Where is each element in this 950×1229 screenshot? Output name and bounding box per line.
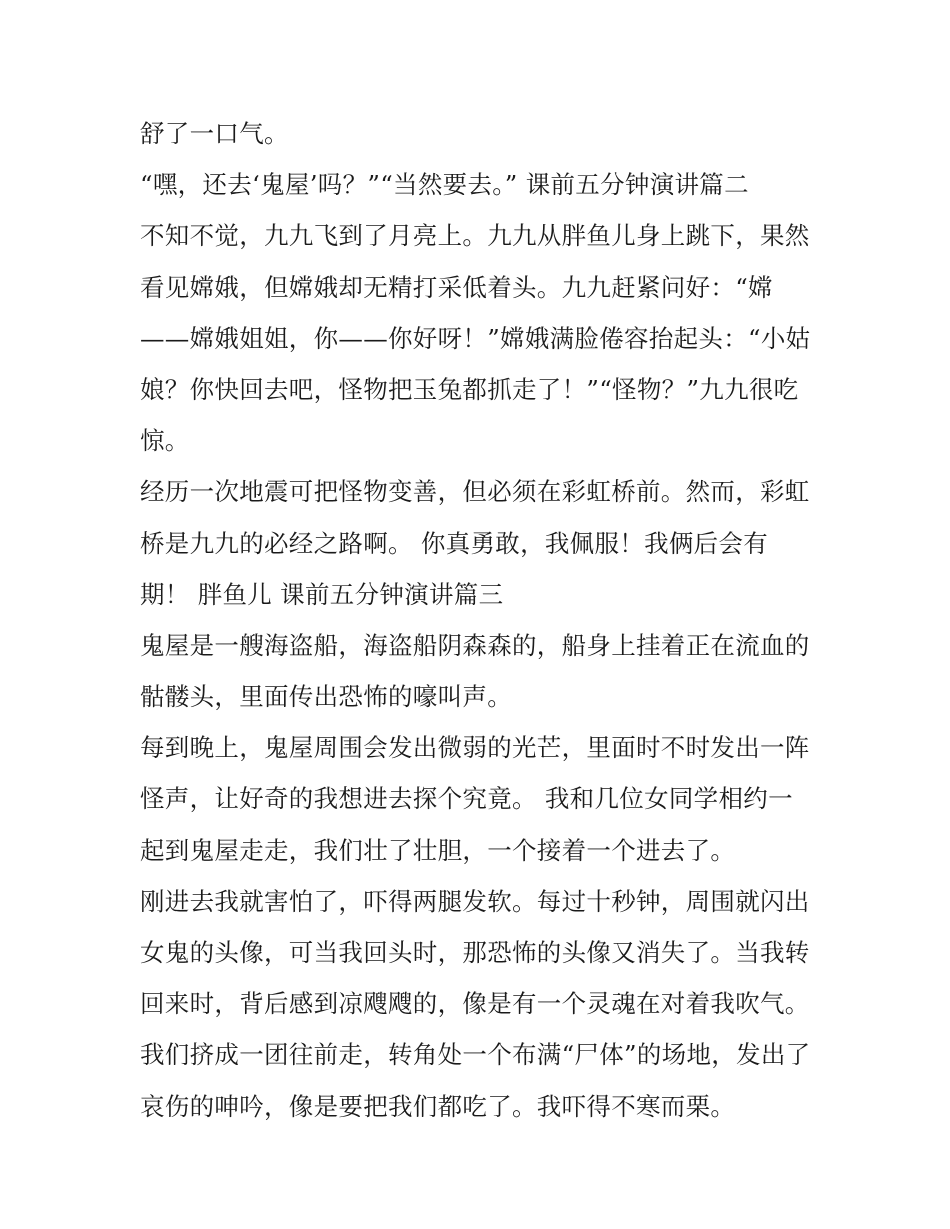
text-line: 惊。 xyxy=(140,426,190,456)
text-line: 经历一次地震可把怪物变善，但必须在彩虹桥前。然而，彩虹 xyxy=(140,477,810,507)
text-line: 刚进去我就害怕了，吓得两腿发软。每过十秒钟，周围就闪出 xyxy=(140,886,810,916)
text-line: ——嫦娥姐姐，你——你好呀！”嫦娥满脸倦容抬起头：“小姑 xyxy=(140,323,811,353)
text-line: 怪声，让好奇的我想进去探个究竟。 我和几位女同学相约一 xyxy=(140,784,793,814)
text-line: “嘿，还去‘鬼屋’吗？”“当然要去。” 课前五分钟演讲篇二 xyxy=(140,170,749,200)
text-line: 我们挤成一团往前走，转角处一个布满“尸体”的场地，发出了 xyxy=(140,1040,811,1070)
text-line: 起到鬼屋走走，我们壮了壮胆，一个接着一个进去了。 xyxy=(140,835,736,865)
text-line: 哀伤的呻吟，像是要把我们都吃了。我吓得不寒而栗。 xyxy=(140,1091,736,1121)
text-line: 女鬼的头像，可当我回头时，那恐怖的头像又消失了。当我转 xyxy=(140,938,810,967)
text-line: 期！ 胖鱼儿 课前五分钟演讲篇三 xyxy=(140,579,504,609)
text-line: 桥是九九的必经之路啊。 你真勇敢，我佩服！我俩后会有 xyxy=(140,528,769,558)
text-line: 每到晚上，鬼屋周围会发出微弱的光芒，里面时不时发出一阵 xyxy=(140,733,810,763)
text-line: 回来时，背后感到凉飕飕的，像是有一个灵魂在对着我吹气。 xyxy=(140,989,810,1019)
text-line: 不知不觉，九九飞到了月亮上。九九从胖鱼儿身上跳下，果然 xyxy=(140,221,810,251)
text-line: 鬼屋是一艘海盗船，海盗船阴森森的，船身上挂着正在流血的 xyxy=(140,630,810,660)
text-line: 骷髅头，里面传出恐怖的嚎叫声。 xyxy=(140,682,512,712)
text-line: 娘？你快回去吧，怪物把玉兔都抓走了！”“怪物？”九九很吃 xyxy=(140,374,799,404)
text-line: 舒了一口气。 xyxy=(140,119,289,148)
text-line: 看见嫦娥，但嫦娥却无精打采低着头。九九赶紧问好：“嫦 xyxy=(140,272,773,302)
body-text xyxy=(140,108,820,1132)
